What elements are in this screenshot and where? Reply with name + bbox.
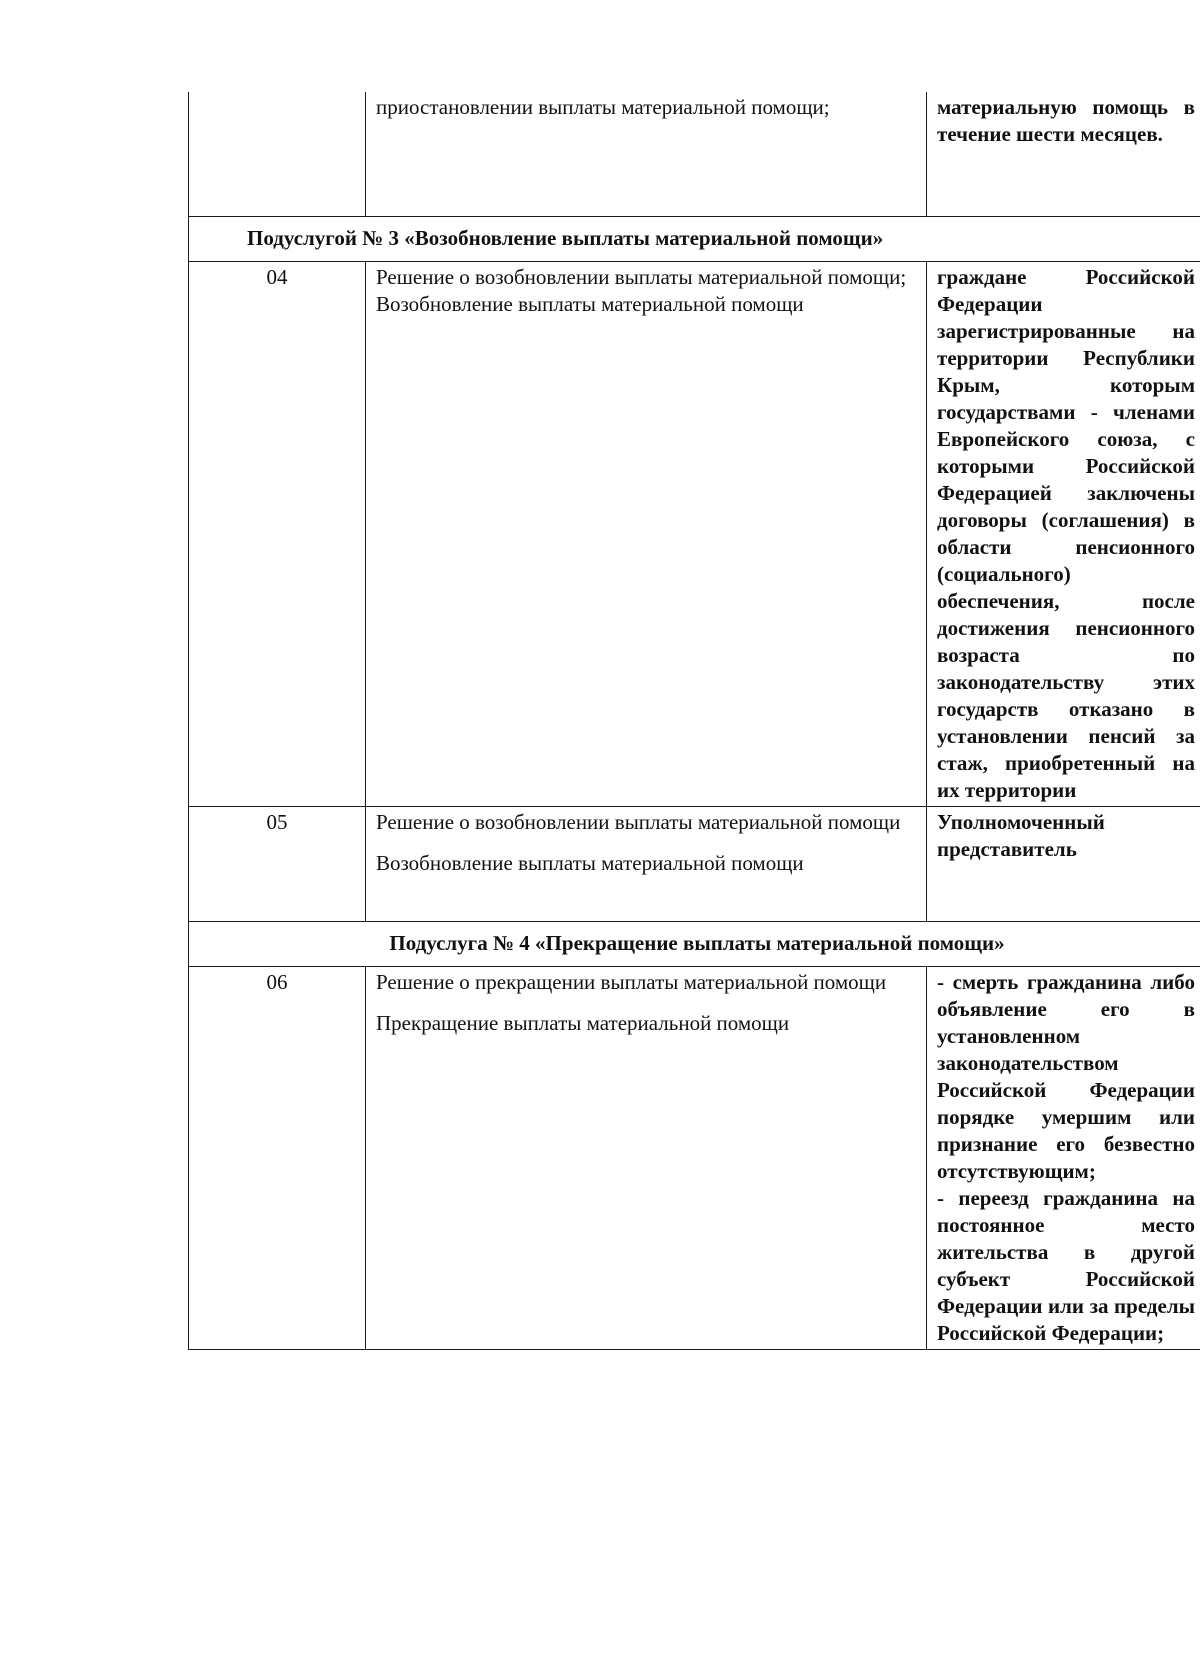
- section-header-row: [189, 217, 1200, 262]
- row-description: [366, 807, 927, 922]
- decision-text: Решение о возобновлении выплаты материальной помощи: [376, 810, 901, 834]
- section-title: Подуслуга № 4 «Прекращение выплаты материальной помощи»: [189, 922, 1200, 967]
- action-text: Возобновление выплаты материальной помощи: [376, 851, 804, 875]
- table-row: [189, 262, 1200, 807]
- table-row: [189, 967, 1200, 1350]
- termination-reason: - переезд гражданина на постоянное место жительства в другой субъект Российской Федерации или за пределы Российской Федерации;: [937, 1186, 1195, 1345]
- row-number: [189, 92, 366, 217]
- row-description: [366, 92, 927, 217]
- table-row: [189, 92, 1200, 217]
- row-description: [366, 262, 927, 807]
- row-number: 04: [189, 262, 366, 807]
- description-text: приостановлении выплаты материальной помощи;: [376, 95, 830, 119]
- row-basis: [927, 967, 1200, 1350]
- decision-text: Решение о прекращении выплаты материальной помощи: [376, 970, 887, 994]
- section-header-row: [189, 922, 1200, 967]
- row-number: 05: [189, 807, 366, 922]
- row-description: [366, 967, 927, 1350]
- row-basis: материальную помощь в течение шести месяцев.: [927, 92, 1200, 217]
- row-basis: граждане Российской Федерации зарегистрированные на территории Республики Крым, которым государствами - членами Европейского союза, с которыми Российской Федерацией заключены договоры (соглашения) в области пенсионного (социального) обеспечения, после достижения пенсионного возраста по законодательству этих государств отказано в установлении пенсий за стаж, приобретенный на их территории: [927, 262, 1200, 807]
- action-text: Прекращение выплаты материальной помощи: [376, 1011, 790, 1035]
- row-basis: Уполномоченный представитель: [927, 807, 1200, 922]
- termination-reason: - смерть гражданина либо объявление его в установленном законодательством Российской Федерации порядке умершим или признание его безвестно отсутствующим;: [937, 970, 1195, 1183]
- section-title: Подуслугой № 3 «Возобновление выплаты материальной помощи»: [189, 217, 1200, 262]
- table-row: [189, 807, 1200, 922]
- row-number: 06: [189, 967, 366, 1350]
- action-text: Возобновление выплаты материальной помощи: [376, 292, 804, 316]
- decision-text: Решение о возобновлении выплаты материальной помощи;: [376, 265, 907, 289]
- services-table: [188, 92, 1200, 1350]
